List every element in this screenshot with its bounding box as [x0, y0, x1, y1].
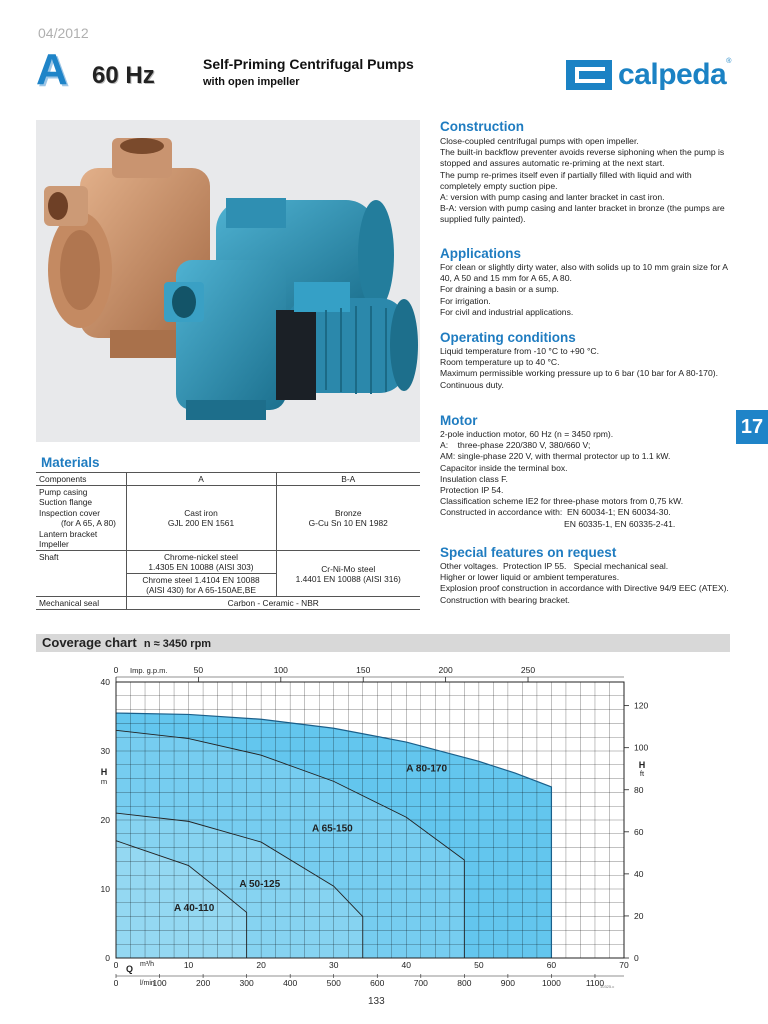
material-value: GJL 200 EN 1561: [167, 518, 235, 529]
table-row: [36, 486, 420, 551]
y-tick-label: 40: [100, 677, 110, 687]
coverage-chart-header: [36, 634, 730, 652]
motor-line: Protection IP 54.: [440, 485, 504, 496]
component-name: Lantern bracket: [39, 528, 98, 539]
motor-line: A: three-phase 220/380 V, 380/660 V;: [440, 440, 591, 451]
construction-section: [440, 119, 732, 226]
table-cell: Carbon - Ceramic - NBR: [126, 597, 420, 610]
y2-tick-label: 100: [634, 742, 649, 753]
motor-text: [440, 429, 732, 530]
product-photo: [36, 120, 420, 442]
x-axis-unit: m³/h: [140, 961, 154, 968]
x3-tick-label: 200: [438, 665, 453, 675]
material-value: 1.4401 EN 10088 (AISI 316): [295, 573, 401, 584]
calpeda-logo-icon: [566, 60, 612, 90]
y2-tick-label: 0: [634, 953, 639, 963]
x3-axis-label: Imp. g.p.m.: [130, 666, 168, 675]
table-cell: [276, 551, 420, 597]
component-name: Impeller: [39, 539, 69, 550]
series-label: A 65-150: [311, 823, 353, 835]
applications-heading: Applications: [440, 246, 522, 261]
x2-axis-label: l/min: [140, 980, 155, 987]
coverage-speed: n ≈ 3450 rpm: [143, 638, 212, 650]
motor-heading: Motor: [440, 413, 478, 428]
motor-line: Insulation class F.: [440, 473, 508, 484]
x-tick-label: 10: [183, 960, 194, 970]
motor-line: EN 60335-1, EN 60335-2-41.: [564, 518, 676, 529]
special-line: Other voltages. Protection IP 55. Special mechanical seal.: [440, 561, 669, 571]
y2-axis-unit: ft: [639, 769, 645, 779]
pump-photo-icon: [36, 120, 420, 442]
construction-line: The pump re-primes itself even if partially filled with liquid and with completely empty suction pipe.: [440, 169, 692, 191]
table-row: [36, 473, 420, 486]
y-tick-label: 0: [105, 953, 110, 963]
series-letter: A: [36, 45, 68, 94]
applications-section: [440, 246, 732, 318]
series-label: A 40-110: [174, 903, 215, 915]
construction-text: [440, 136, 732, 226]
coverage-title: [42, 635, 211, 650]
operating-line: Room temperature up to 40 °C.: [440, 357, 560, 368]
x3-tick-label: 150: [356, 665, 371, 675]
table-cell: [276, 486, 420, 551]
table-cell: Mechanical seal: [39, 598, 100, 609]
motor-line: Classification scheme IE2 for three-phase motors from 0,75 kW.: [440, 496, 684, 507]
coverage-chart: [0, 656, 768, 996]
construction-line: Close-coupled centrifugal pumps with open impeller.: [440, 136, 639, 146]
material-value: G-Cu Sn 10 EN 1982: [308, 518, 388, 529]
y-axis-label: H: [100, 767, 108, 778]
page-number: 133: [368, 996, 385, 1007]
material-value: Cr-Ni-Mo steel: [321, 563, 376, 574]
construction-line: B-A: version with pump casing and lanter bracket in bronze (the pumps are supplied fully painted).: [440, 203, 725, 225]
x2-tick-label: 1000: [541, 978, 561, 988]
operating-line: Continuous duty.: [440, 379, 504, 390]
applications-text: [440, 262, 732, 318]
x2-tick-label: 900: [500, 978, 515, 988]
operating-section: [440, 330, 732, 391]
x2-tick-label: 0: [113, 978, 119, 988]
x2-tick-label: 300: [239, 978, 254, 988]
x3-tick-label: 250: [520, 665, 536, 675]
x3-tick-label: 100: [273, 665, 288, 675]
operating-line: Maximum permissible working pressure up to 6 bar (10 bar for A 80-170).: [440, 368, 718, 379]
x3-tick-label: 50: [193, 665, 204, 675]
page-subtitle: with open impeller: [203, 76, 300, 88]
applications-line: For clean or slightly dirty water, also with solids up to 10 mm grain size for A 40, A 50 and 15 mm for A 65, A 80.: [440, 262, 728, 284]
motor-line: Capacitor inside the terminal box.: [440, 462, 568, 473]
special-line: Higher or lower liquid or ambient temperatures.: [440, 572, 620, 583]
component-name: Inspection cover: [39, 507, 100, 518]
special-text: [440, 561, 732, 606]
x-tick-label: 20: [256, 960, 266, 970]
y2-tick-label: 80: [634, 784, 644, 795]
x-tick-label: 40: [401, 960, 412, 970]
x2-tick-label: 600: [370, 978, 385, 988]
table-row: [36, 597, 420, 610]
material-value: Cast iron: [184, 508, 218, 519]
applications-line: For draining a basin or a sump.: [440, 284, 559, 295]
series-label: A 80-170: [406, 763, 448, 775]
x-tick-label: 60: [546, 960, 557, 970]
figure-code: 10325.c: [600, 984, 615, 989]
y-tick-label: 10: [100, 884, 110, 894]
x-tick-label: 30: [328, 960, 339, 970]
x2-tick-label: 500: [326, 978, 341, 988]
materials-table: [36, 472, 420, 610]
table-row: [36, 551, 420, 574]
series-label: A 50-125: [239, 878, 281, 890]
table-cell: [36, 486, 126, 551]
y2-axis-label: H: [638, 759, 646, 770]
material-value: 1.4305 EN 10088 (AISI 303): [148, 562, 254, 573]
coverage-title-text: Coverage chart: [42, 635, 137, 650]
motor-section: [440, 413, 732, 530]
special-section: [440, 545, 732, 606]
x2-tick-label: 700: [413, 978, 428, 988]
component-name: Pump casing: [39, 487, 88, 497]
x2-tick-label: 800: [457, 978, 472, 988]
x2-tick-label: 1100: [585, 978, 605, 988]
component-note: (for A 65, A 80): [61, 518, 116, 529]
table-header: A: [126, 473, 276, 486]
calpeda-logo: [566, 58, 731, 92]
x3-tick-label: 0: [113, 665, 119, 675]
x-tick-label: 0: [113, 960, 119, 970]
table-header: B-A: [276, 473, 420, 486]
construction-line: The built-in backflow preventer avoids reverse siphoning when the pump is stopped and assures automatic re-priming at the next start.: [440, 147, 725, 169]
section-tab: 17: [736, 410, 768, 444]
material-value: Chrome steel 1.4104 EN 10088: [142, 575, 260, 586]
issue-date: 04/2012: [38, 25, 89, 41]
construction-heading: Construction: [440, 119, 524, 134]
table-header: Components: [39, 474, 87, 484]
construction-line: A: version with pump casing and lanter bracket in cast iron.: [440, 192, 665, 203]
brand-name: calpeda: [618, 58, 727, 91]
applications-line: For civil and industrial applications.: [440, 306, 574, 317]
motor-line: AM: single-phase 220 V, with thermal protector up to 1.1 kW.: [440, 451, 671, 462]
operating-line: Liquid temperature from -10 °C to +90 °C.: [440, 346, 600, 356]
x2-tick-label: 200: [195, 978, 211, 988]
material-value: Bronze: [334, 508, 362, 519]
table-cell: [126, 574, 276, 597]
x2-tick-label: 100: [152, 978, 167, 988]
applications-line: For irrigation.: [440, 295, 491, 306]
y2-tick-label: 40: [634, 868, 644, 879]
operating-heading: Operating conditions: [440, 330, 576, 345]
special-line: Construction with bearing bracket.: [440, 594, 570, 605]
component-name: Suction flange: [39, 497, 93, 508]
special-line: Explosion proof construction in accordance with Directive 94/9 EEC (ATEX).: [440, 583, 729, 594]
motor-line: Constructed in accordance with: EN 60034-1; EN 60034-30.: [440, 507, 671, 518]
x-axis-label: Q: [126, 964, 134, 974]
page-title: Self-Priming Centrifugal Pumps: [203, 56, 414, 72]
table-cell: [126, 551, 276, 574]
table-cell: [126, 486, 276, 551]
x2-tick-label: 400: [283, 978, 298, 988]
y-tick-label: 20: [100, 815, 110, 825]
x-tick-label: 70: [619, 960, 629, 970]
table-cell: Shaft: [39, 552, 59, 563]
y2-tick-label: 60: [634, 826, 644, 837]
registered-mark: ®: [726, 57, 732, 65]
y2-tick-label: 20: [634, 910, 644, 921]
y-tick-label: 30: [100, 746, 110, 756]
motor-line: 2-pole induction motor, 60 Hz (n = 3450 rpm).: [440, 429, 614, 439]
y2-tick-label: 120: [634, 700, 649, 711]
operating-text: [440, 346, 732, 391]
frequency-label: 60 Hz: [92, 62, 155, 89]
special-heading: Special features on request: [440, 545, 617, 560]
material-value: (AISI 430) for A 65-150AE,BE: [146, 585, 256, 596]
y-axis-unit: m: [100, 777, 108, 787]
x-tick-label: 50: [474, 960, 484, 970]
material-value: Chrome-nickel steel: [163, 552, 238, 563]
materials-heading: Materials: [41, 455, 100, 470]
